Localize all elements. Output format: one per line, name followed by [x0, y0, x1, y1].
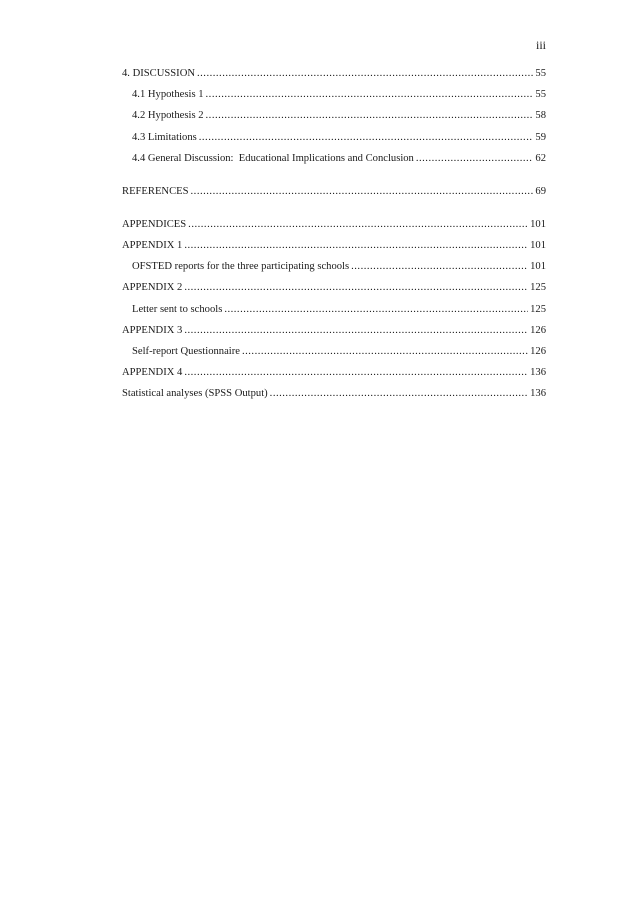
toc-entry-page: 126 — [530, 345, 546, 357]
toc-dot-leader — [184, 365, 528, 380]
toc-dot-leader — [206, 108, 534, 123]
toc-entry-self-report-questionnaire — [122, 344, 546, 359]
toc-dot-leader — [206, 87, 534, 102]
toc-entry-title: 4.3 Limitations — [132, 131, 197, 143]
toc-entry-page: 101 — [530, 239, 546, 251]
toc-entry-letter-to-schools — [122, 302, 546, 317]
toc-dot-leader — [416, 151, 534, 166]
toc-entry-page: 136 — [530, 388, 546, 400]
toc-entry-title: OFSTED reports for the three participating schools — [132, 261, 350, 273]
toc-entry-title: 4.1 Hypothesis 1 — [132, 89, 204, 101]
toc-entry-page: 125 — [530, 282, 546, 294]
page-number: iii — [535, 38, 546, 52]
toc-entry-page: 55 — [535, 68, 546, 79]
toc-entry-title: Self-report Questionnaire — [132, 345, 240, 357]
toc-entry-page: 59 — [535, 131, 546, 143]
toc-dot-leader — [184, 323, 528, 338]
toc-entry-general-discussion — [122, 151, 546, 166]
toc-dot-leader — [242, 344, 528, 359]
toc-entry-appendix-4 — [122, 365, 546, 380]
toc-dot-leader — [270, 386, 528, 401]
toc-entry-hypothesis-2 — [122, 108, 546, 123]
toc-entry-discussion — [122, 66, 546, 81]
toc-entry-appendix-1 — [122, 238, 546, 253]
toc-dot-leader — [224, 302, 528, 317]
toc-entry-page: 62 — [535, 152, 546, 164]
toc-dot-leader — [197, 66, 533, 81]
toc-entry-title: REFERENCES — [122, 185, 189, 197]
toc-dot-leader — [184, 280, 528, 295]
toc-entry-title: Statistical analyses (SPSS Output) — [122, 388, 268, 400]
toc-entry-title: 4.4 General Discussion: Educational Implications and Conclusion — [132, 152, 414, 164]
toc-entry-appendix-3 — [122, 323, 546, 338]
toc-entry-page: 55 — [535, 89, 546, 101]
toc-entry-title: APPENDICES — [122, 218, 187, 230]
toc-entry-title: 4. DISCUSSION — [122, 68, 195, 79]
toc-entry-page: 101 — [530, 261, 546, 273]
table-of-contents — [122, 66, 546, 407]
toc-entry-ofsted-reports — [122, 259, 546, 274]
toc-entry-hypothesis-1 — [122, 87, 546, 102]
toc-dot-leader — [351, 259, 528, 274]
toc-entry-page: 126 — [530, 324, 546, 336]
toc-entry-references — [122, 184, 546, 199]
toc-entry-title: APPENDIX 2 — [122, 282, 183, 294]
toc-entry-title: APPENDIX 1 — [122, 239, 183, 251]
toc-entry-title: Letter sent to schools — [132, 303, 223, 315]
toc-dot-leader — [184, 238, 528, 253]
toc-entry-page: 69 — [535, 185, 546, 197]
toc-entry-title: APPENDIX 4 — [122, 367, 183, 379]
toc-entry-page: 58 — [535, 110, 546, 122]
toc-entry-page: 101 — [530, 218, 546, 230]
toc-entry-title: APPENDIX 3 — [122, 324, 183, 336]
toc-dot-leader — [191, 184, 534, 199]
toc-dot-leader — [188, 217, 528, 232]
toc-entry-appendix-2 — [122, 280, 546, 295]
toc-entry-limitations — [122, 130, 546, 145]
toc-dot-leader — [199, 130, 534, 145]
toc-entry-page: 136 — [530, 367, 546, 379]
toc-entry-page: 125 — [530, 303, 546, 315]
toc-entry-appendices — [122, 217, 546, 232]
toc-entry-title: 4.2 Hypothesis 2 — [132, 110, 204, 122]
toc-entry-statistical-analyses — [122, 386, 546, 401]
